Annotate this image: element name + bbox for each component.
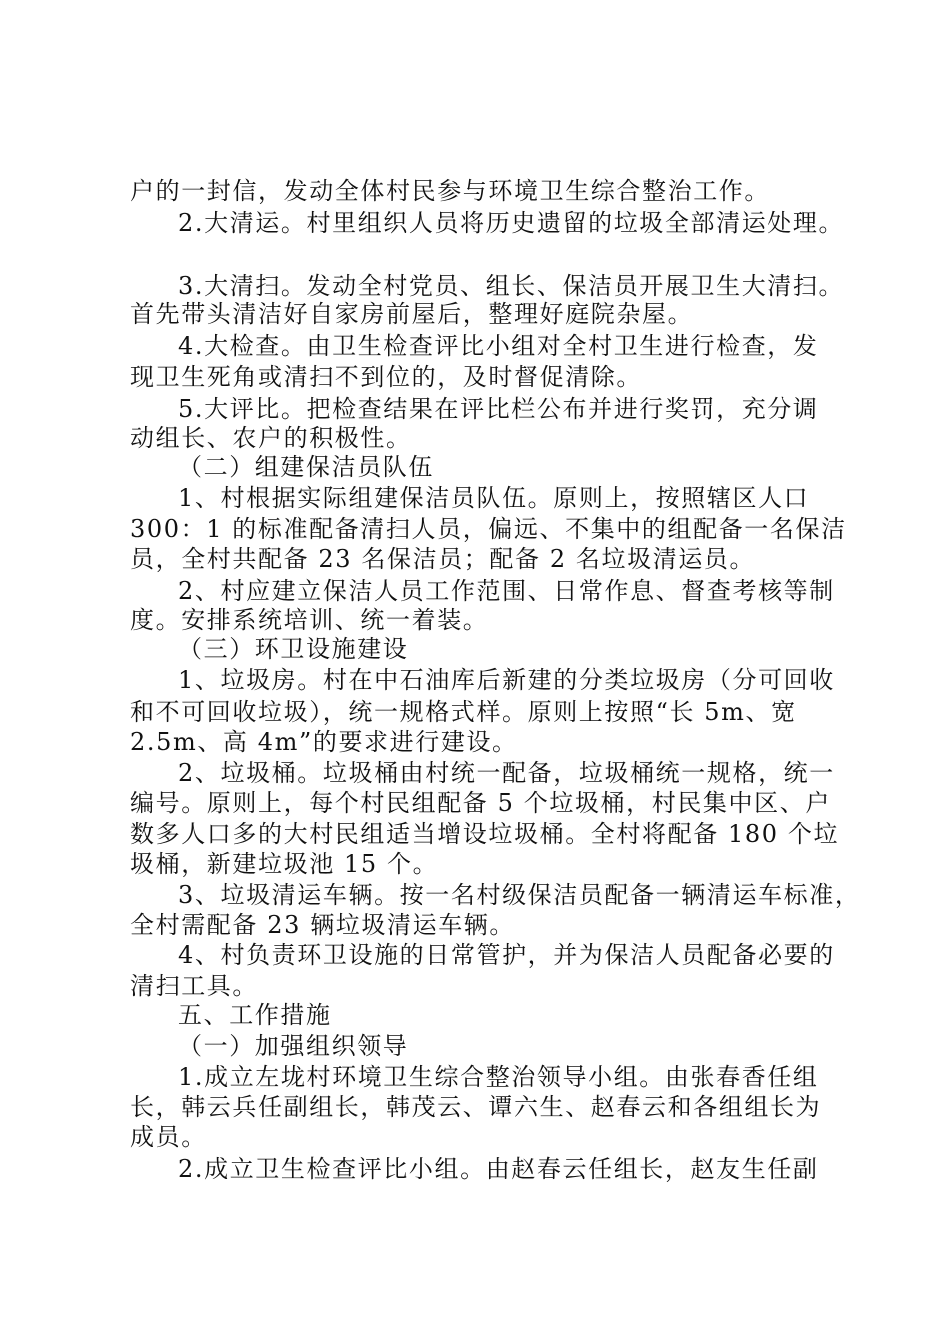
text-line: 现卫生死角或清扫不到位的，及时督促清除。 bbox=[130, 363, 642, 391]
text-line: 圾桶，新建垃圾池 15 个。 bbox=[130, 850, 439, 878]
text-line: 4、村负责环卫设施的日常管护，并为保洁人员配备必要的 bbox=[178, 941, 835, 969]
section-heading: （一）加强组织领导 bbox=[178, 1032, 409, 1060]
text-line: 4.大检查。由卫生检查评比小组对全村卫生进行检查，发 bbox=[178, 332, 819, 360]
section-heading: 五、工作措施 bbox=[178, 1001, 332, 1029]
text-line: 长，韩云兵任副组长，韩茂云、谭六生、赵春云和各组组长为 bbox=[130, 1093, 822, 1121]
text-line: 2、垃圾桶。垃圾桶由村统一配备，垃圾桶统一规格，统一 bbox=[178, 759, 835, 787]
text-line: 1、村根据实际组建保洁员队伍。原则上，按照辖区人口 bbox=[178, 484, 810, 512]
text-line: 2、村应建立保洁人员工作范围、日常作息、督查考核等制 bbox=[178, 577, 835, 605]
text-line: 5.大评比。把检查结果在评比栏公布并进行奖罚，充分调 bbox=[178, 395, 819, 423]
text-line: 3、垃圾清运车辆。按一名村级保洁员配备一辆清运车标准， bbox=[178, 881, 861, 909]
text-line: 300：1 的标准配备清扫人员，偏远、不集中的组配备一名保洁 bbox=[130, 515, 847, 543]
text-line: 2.5m、高 4m”的要求进行建设。 bbox=[130, 728, 518, 756]
text-line: 1.成立左垅村环境卫生综合整治领导小组。由张春香任组 bbox=[178, 1063, 819, 1091]
text-line: 户的一封信，发动全体村民参与环境卫生综合整治工作。 bbox=[130, 177, 770, 205]
section-heading: （二）组建保洁员队伍 bbox=[178, 453, 434, 481]
text-line: 2.大清运。村里组织人员将历史遗留的垃圾全部清运处理。 bbox=[178, 209, 845, 237]
text-line: 清扫工具。 bbox=[130, 972, 258, 1000]
text-line: 和不可回收垃圾），统一规格式样。原则上按照“长 5m、宽 bbox=[130, 698, 797, 726]
text-line: 动组长、农户的积极性。 bbox=[130, 424, 412, 452]
text-line: 度。安排系统培训、统一着装。 bbox=[130, 606, 489, 634]
text-line: 3.大清扫。发动全村党员、组长、保洁员开展卫生大清扫。 bbox=[178, 272, 845, 300]
text-line: 2.成立卫生检查评比小组。由赵春云任组长，赵友生任副 bbox=[178, 1155, 819, 1183]
text-line: 首先带头清洁好自家房前屋后，整理好庭院杂屋。 bbox=[130, 300, 694, 328]
text-line: 全村需配备 23 辆垃圾清运车辆。 bbox=[130, 911, 515, 939]
text-line: 成员。 bbox=[130, 1123, 207, 1151]
section-heading: （三）环卫设施建设 bbox=[178, 635, 409, 663]
text-line: 员，全村共配备 23 名保洁员；配备 2 名垃圾清运员。 bbox=[130, 545, 756, 573]
text-line: 数多人口多的大村民组适当增设垃圾桶。全村将配备 180 个垃 bbox=[130, 820, 840, 848]
text-line: 1、垃圾房。村在中石油库后新建的分类垃圾房（分可回收 bbox=[178, 666, 835, 694]
text-line: 编号。原则上，每个村民组配备 5 个垃圾桶，村民集中区、户 bbox=[130, 789, 831, 817]
